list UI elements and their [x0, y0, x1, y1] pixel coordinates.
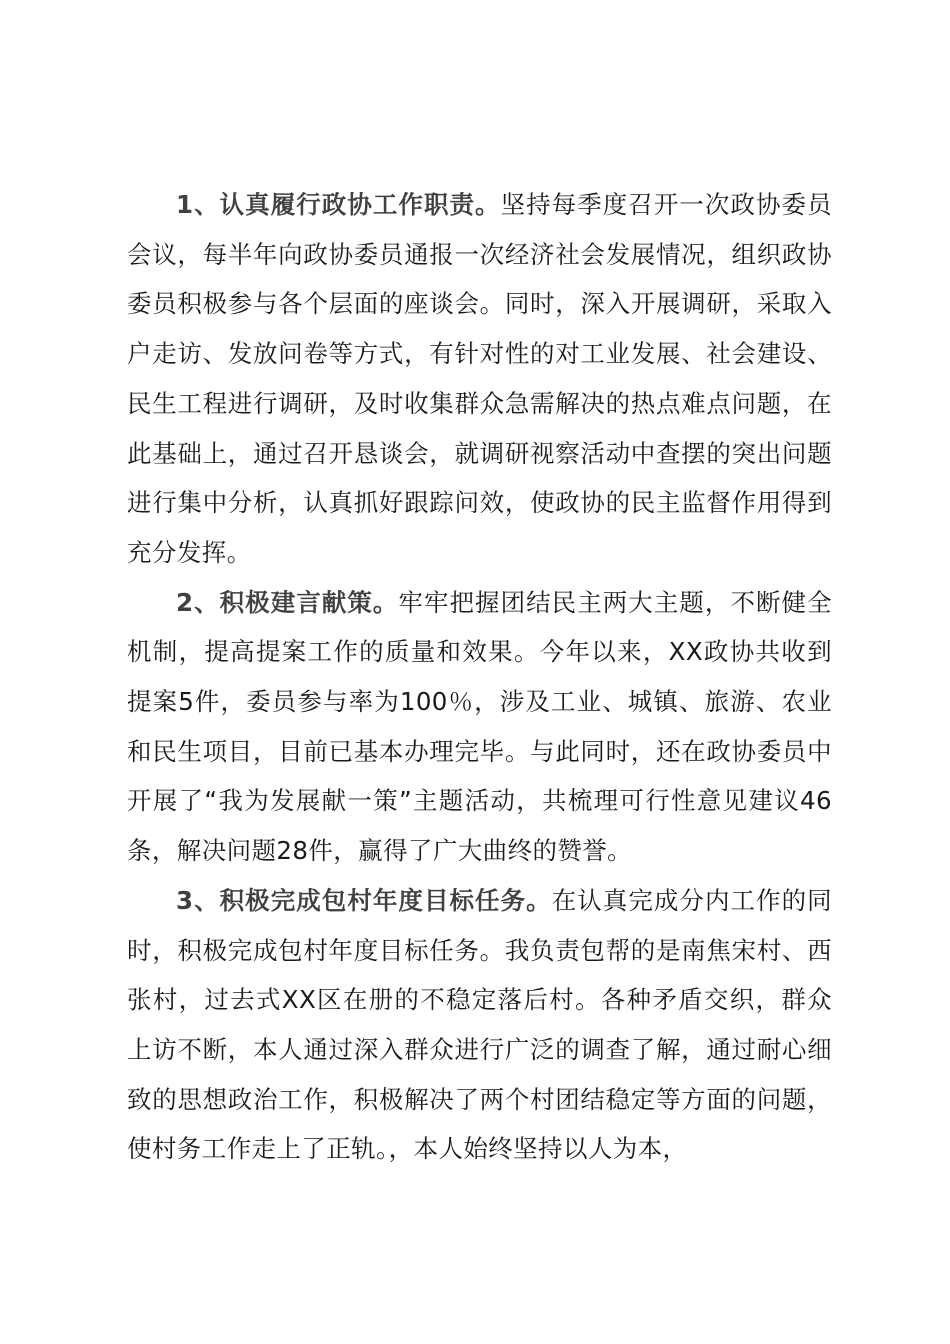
paragraph-3-heading: 3、积极完成包村年度目标任务。 — [176, 885, 552, 915]
paragraph-1 — [127, 180, 832, 578]
paragraph-1-text: 坚持每季度召开一次政协委员会议，每半年向政协委员通报一次经济社会发展情况，组织政协委员积极参与各个层面的座谈会。同时，深入开展调研，采取入户走访、发放问卷等方式，有针对性的对工业发展、社会建设、民生工程进行调研，及时收集群众急需解决的热点难点问题，在此基础上，通过召开恳谈会，就调研视察活动中查摆的突出问题进行集中分析，认真抓好跟踪问效，使政协的民主监督作用得到充分发挥。 — [127, 190, 832, 567]
paragraph-1-heading: 1、认真履行政协工作职责。 — [176, 190, 501, 219]
paragraph-2-heading: 2、积极建言献策。 — [176, 587, 399, 617]
paragraph-2 — [127, 578, 832, 876]
paragraph-3-text: 在认真完成分内工作的同时，积极完成包村年度目标任务。我负责包帮的是南焦宋村、西张村，过去式XX区在册的不稳定落后村。各种矛盾交织，群众上访不断，本人通过深入群众进行广泛的调查了解，通过耐心细致的思想政治工作，积极解决了两个村团结稳定等方面的问题，使村务工作走上了正轨。，本人始终坚持以人为本， — [127, 885, 833, 1164]
document-body — [127, 180, 832, 1174]
paragraph-3 — [127, 876, 832, 1174]
paragraph-2-text: 牢牢把握团结民主两大主题，不断健全机制，提高提案工作的质量和效果。今年以来，XX政协共收到提案5件，委员参与率为100％，涉及工业、城镇、旅游、农业和民生项目，目前已基本办理完毕。与此同时，还在政协委员中开展了“我为发展献一策”主题活动，共梳理可行性意见建议46条，解决问题28件，赢得了广大曲终的赞誉。 — [127, 587, 832, 866]
